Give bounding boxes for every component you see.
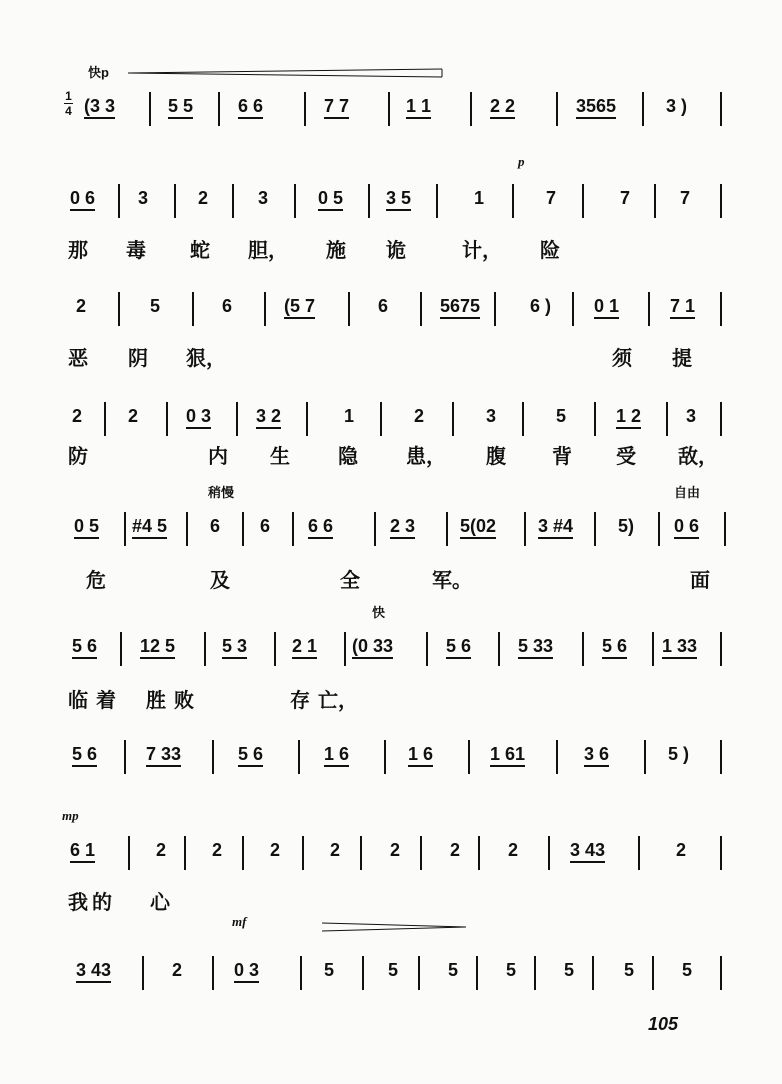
lyric-char: 亡， [318, 688, 358, 712]
bar-line [192, 292, 194, 326]
notation-cell: 2 [156, 840, 167, 860]
notation-cell: 5 [506, 960, 517, 980]
lyric-char: 毒 [126, 238, 146, 262]
notation-cell: 1 [474, 188, 485, 208]
lyric-char: 危 [86, 568, 106, 592]
notation-cell: #4 5 [132, 516, 167, 539]
notation-cell: 1 6 [408, 744, 433, 767]
lyric-char: 胜 [146, 688, 166, 712]
bar-line [594, 402, 596, 436]
tempo-marking-kuai: 快 [372, 605, 386, 620]
notation-cell: (3 3 [84, 96, 115, 119]
lyric-char: 计， [462, 238, 502, 262]
notation-cell: 0 6 [70, 188, 95, 211]
lyric-char: 狠， [186, 346, 226, 370]
bar-line [548, 836, 550, 870]
lyric-char: 险 [540, 238, 560, 262]
bar-line [720, 740, 722, 774]
crescendo-hairpin [128, 68, 444, 78]
dynamic-mf: mf [232, 914, 247, 929]
bar-line [174, 184, 176, 218]
notation-cell: 5 [624, 960, 635, 980]
score-row-3 [62, 296, 730, 336]
notation-cell: 5 [324, 960, 335, 980]
lyric-char: 敌， [678, 444, 718, 468]
bar-line [720, 184, 722, 218]
notation-cell: 1 1 [406, 96, 431, 119]
bar-line [524, 512, 526, 546]
notation-cell: 3 [138, 188, 149, 208]
notation-cell: 1 61 [490, 744, 525, 767]
notation-cell: 2 [128, 406, 139, 426]
lyric-char: 隐 [338, 444, 358, 468]
notation-cell: 5 [448, 960, 459, 980]
notation-cell: 0 3 [186, 406, 211, 429]
bar-line [380, 402, 382, 436]
tempo-marking-ziyou: 自由 [674, 485, 701, 500]
score-row-7 [62, 744, 730, 784]
bar-line [264, 292, 266, 326]
notation-cell: 7 [680, 188, 691, 208]
notation-cell: 1 6 [324, 744, 349, 767]
notation-cell: 2 [198, 188, 209, 208]
bar-line [720, 92, 722, 126]
notation-cell: 2 2 [490, 96, 515, 119]
bar-line [512, 184, 514, 218]
notation-cell: 3 [486, 406, 497, 426]
notation-cell: 5 [682, 960, 693, 980]
notation-cell: 6 ) [530, 296, 552, 316]
lyric-char: 面 [690, 568, 710, 592]
bar-line [720, 632, 722, 666]
notation-cell: 3 2 [256, 406, 281, 429]
lyric-char: 存 [290, 688, 310, 712]
lyric-char: 受 [616, 444, 636, 468]
bar-line [384, 740, 386, 774]
lyric-char: 的 [92, 890, 112, 914]
time-signature-bottom: 4 [65, 104, 72, 118]
notation-cell: 2 [212, 840, 223, 860]
notation-cell: 6 [210, 516, 221, 536]
bar-line [236, 402, 238, 436]
notation-cell: 6 [222, 296, 233, 316]
notation-cell: 5675 [440, 296, 480, 319]
notation-cell: 2 3 [390, 516, 415, 539]
notation-cell: 6 [260, 516, 271, 536]
bar-line [470, 92, 472, 126]
notation-cell: 0 6 [674, 516, 699, 539]
score-row-2 [62, 188, 730, 228]
bar-line [426, 632, 428, 666]
bar-line [142, 956, 144, 990]
notation-cell: 3 #4 [538, 516, 573, 539]
score-row-6 [62, 636, 730, 676]
notation-cell: 5 [388, 960, 399, 980]
page-number: 105 [648, 1014, 679, 1034]
notation-cell: (0 33 [352, 636, 393, 659]
bar-line [436, 184, 438, 218]
notation-cell: 2 [330, 840, 341, 860]
bar-line [638, 836, 640, 870]
bar-line [720, 836, 722, 870]
score-row-1 [62, 96, 730, 136]
bar-line [652, 956, 654, 990]
bar-line [362, 956, 364, 990]
bar-line [298, 740, 300, 774]
notation-cell: 3 6 [584, 744, 609, 767]
lyric-char: 防 [68, 444, 88, 468]
bar-line [494, 292, 496, 326]
notation-cell: 2 [172, 960, 183, 980]
lyric-char: 胆， [248, 238, 288, 262]
bar-line [572, 292, 574, 326]
bar-line [522, 402, 524, 436]
lyric-char: 阴 [128, 346, 148, 370]
bar-line [388, 92, 390, 126]
bar-line [166, 402, 168, 436]
bar-line [232, 184, 234, 218]
bar-line [212, 740, 214, 774]
bar-line [648, 292, 650, 326]
bar-line [300, 956, 302, 990]
bar-line [348, 292, 350, 326]
score-row-9 [62, 960, 730, 1000]
notation-cell: 3 43 [570, 840, 605, 863]
bar-line [652, 632, 654, 666]
notation-cell: 5 5 [168, 96, 193, 119]
bar-line [582, 184, 584, 218]
notation-cell: 1 2 [616, 406, 641, 429]
bar-line [186, 512, 188, 546]
notation-cell: 5 6 [72, 744, 97, 767]
bar-line [242, 836, 244, 870]
bar-line [124, 512, 126, 546]
notation-cell: 5 6 [238, 744, 263, 767]
notation-cell: 0 3 [234, 960, 259, 983]
notation-cell: 5 [150, 296, 161, 316]
notation-cell: 6 6 [238, 96, 263, 119]
bar-line [104, 402, 106, 436]
notation-cell: 6 1 [70, 840, 95, 863]
dynamic-mp: mp [62, 808, 79, 823]
notation-cell: 5 6 [72, 636, 97, 659]
notation-cell: 7 33 [146, 744, 181, 767]
bar-line [368, 184, 370, 218]
notation-cell: 7 7 [324, 96, 349, 119]
lyric-char: 提 [672, 346, 692, 370]
lyric-char: 恶 [68, 346, 88, 370]
notation-cell: 3565 [576, 96, 616, 119]
lyric-char: 全 [340, 568, 360, 592]
notation-cell: 2 [270, 840, 281, 860]
notation-cell: 3 [258, 188, 269, 208]
bar-line [204, 632, 206, 666]
decrescendo-hairpin [322, 922, 468, 932]
bar-line [666, 402, 668, 436]
lyric-char: 施 [326, 238, 346, 262]
notation-cell: 2 [72, 406, 83, 426]
bar-line [556, 92, 558, 126]
lyric-char: 着 [96, 688, 116, 712]
bar-line [128, 836, 130, 870]
bar-line [498, 632, 500, 666]
notation-cell: (5 7 [284, 296, 315, 319]
notation-cell: 1 [344, 406, 355, 426]
lyric-char: 背 [552, 444, 572, 468]
notation-cell: 7 [620, 188, 631, 208]
lyric-char: 蛇 [190, 238, 210, 262]
bar-line [720, 956, 722, 990]
notation-cell: 5 3 [222, 636, 247, 659]
bar-line [218, 92, 220, 126]
notation-cell: 2 [390, 840, 401, 860]
lyric-char: 那 [68, 238, 88, 262]
bar-line [654, 184, 656, 218]
notation-cell: 12 5 [140, 636, 175, 659]
lyric-char: 患， [406, 444, 446, 468]
notation-cell: 3 [686, 406, 697, 426]
notation-cell: 2 [76, 296, 87, 316]
score-row-5 [62, 516, 730, 556]
bar-line [374, 512, 376, 546]
notation-cell: 0 5 [74, 516, 99, 539]
lyric-char: 内 [208, 444, 228, 468]
bar-line [720, 402, 722, 436]
bar-line [292, 512, 294, 546]
notation-cell: 3 ) [666, 96, 688, 116]
notation-cell: 0 5 [318, 188, 343, 211]
bar-line [592, 956, 594, 990]
notation-cell: 5(02 [460, 516, 496, 539]
notation-cell: 5 6 [446, 636, 471, 659]
bar-line [302, 836, 304, 870]
bar-line [418, 956, 420, 990]
bar-line [274, 632, 276, 666]
bar-line [478, 836, 480, 870]
notation-cell: 5 [556, 406, 567, 426]
bar-line [582, 632, 584, 666]
bar-line [658, 512, 660, 546]
lyric-char: 腹 [486, 444, 506, 468]
notation-cell: 6 [378, 296, 389, 316]
bar-line [118, 292, 120, 326]
score-row-8 [62, 840, 730, 880]
lyric-char: 及 [210, 568, 230, 592]
bar-line [120, 632, 122, 666]
notation-cell: 3 43 [76, 960, 111, 983]
bar-line [294, 184, 296, 218]
bar-line [594, 512, 596, 546]
lyric-char: 我 [68, 890, 88, 914]
bar-line [149, 92, 151, 126]
lyric-char: 临 [68, 688, 88, 712]
lyric-char: 生 [270, 444, 290, 468]
bar-line [468, 740, 470, 774]
bar-line [420, 292, 422, 326]
bar-line [556, 740, 558, 774]
notation-cell: 7 [546, 188, 557, 208]
bar-line [476, 956, 478, 990]
bar-line [118, 184, 120, 218]
bar-line [420, 836, 422, 870]
notation-cell: 2 [676, 840, 687, 860]
tempo-marking-kuai-p: 快p [88, 65, 109, 80]
notation-cell: 5) [618, 516, 635, 536]
bar-line [344, 632, 346, 666]
bar-line [212, 956, 214, 990]
lyric-char: 败 [174, 688, 194, 712]
bar-line [446, 512, 448, 546]
lyric-char: 须 [612, 346, 632, 370]
bar-line [124, 740, 126, 774]
lyric-char: 诡 [386, 238, 406, 262]
bar-line [644, 740, 646, 774]
notation-cell: 3 5 [386, 188, 411, 211]
bar-line [306, 402, 308, 436]
notation-cell: 5 33 [518, 636, 553, 659]
bar-line [724, 512, 726, 546]
dynamic-p: p [518, 154, 525, 169]
notation-cell: 2 [450, 840, 461, 860]
notation-cell: 1 33 [662, 636, 697, 659]
bar-line [452, 402, 454, 436]
bar-line [304, 92, 306, 126]
bar-line [642, 92, 644, 126]
bar-line [720, 292, 722, 326]
bar-line [360, 836, 362, 870]
lyric-char: 军。 [432, 568, 472, 592]
notation-cell: 7 1 [670, 296, 695, 319]
notation-cell: 2 [414, 406, 425, 426]
lyric-char: 心 [150, 890, 170, 914]
notation-cell: 5 [564, 960, 575, 980]
tempo-marking-shaoman: 稍慢 [208, 485, 235, 500]
notation-cell: 5 6 [602, 636, 627, 659]
notation-cell: 2 1 [292, 636, 317, 659]
bar-line [184, 836, 186, 870]
notation-cell: 5 ) [668, 744, 690, 764]
notation-cell: 6 6 [308, 516, 333, 539]
bar-line [242, 512, 244, 546]
time-signature-top: 1 [65, 89, 72, 103]
bar-line [534, 956, 536, 990]
notation-cell: 2 [508, 840, 519, 860]
notation-cell: 0 1 [594, 296, 619, 319]
